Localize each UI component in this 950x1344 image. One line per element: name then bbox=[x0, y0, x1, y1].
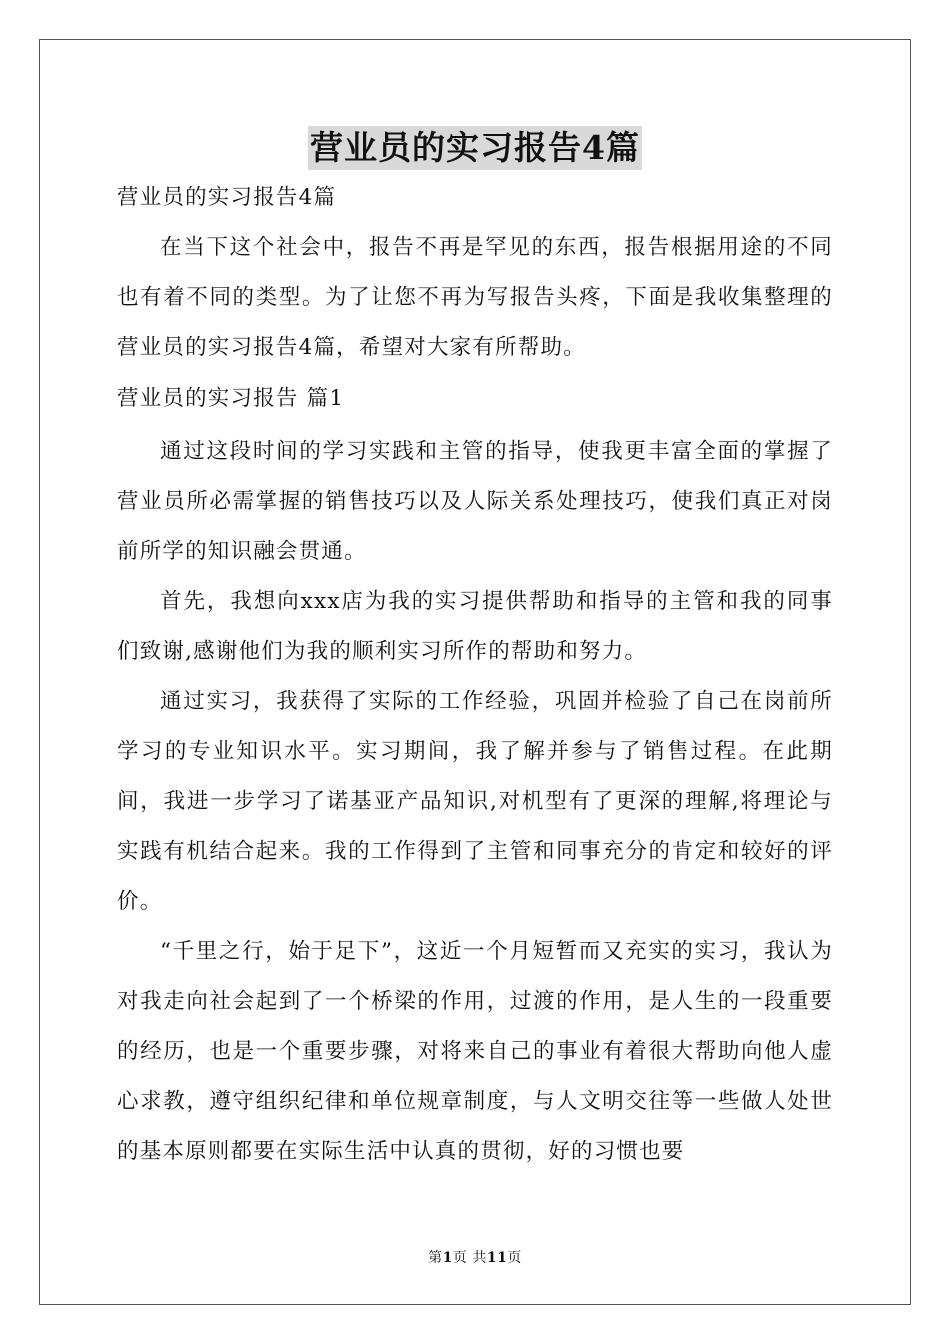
page-footer bbox=[0, 1247, 950, 1267]
body-paragraph-4: “千里之行，始于足下”，这近一个月短暂而又充实的实习，我认为对我走向社会起到了一个桥梁的作用，过渡的作用，是人生的一段重要的经历，也是一个重要步骤，对将来自己的事业有着很大帮助向他人虚心求教，遵守组织纪律和单位规章制度，与人文明交往等一些做人处世的基本原则都要在实际生活中认真的贯彻，好的习惯也要 bbox=[117, 939, 833, 1164]
footer-current-page: 1 bbox=[442, 1250, 453, 1266]
footer-suffix: 页 bbox=[507, 1250, 522, 1266]
footer-total-pages: 11 bbox=[486, 1250, 508, 1266]
document-subtitle: 营业员的实习报告4篇 bbox=[117, 185, 337, 210]
document-title: 营业员的实习报告4篇 bbox=[308, 126, 642, 170]
body-paragraph-3: 通过实习，我获得了实际的工作经验，巩固并检验了自己在岗前所学习的专业知识水平。实习期间，我了解并参与了销售过程。在此期间，我进一步学习了诺基亚产品知识,对机型有了更深的理解,将理论与实践有机结合起来。我的工作得到了主管和同事充分的肯定和较好的评价。 bbox=[117, 689, 833, 914]
footer-mid: 页 共 bbox=[452, 1250, 487, 1266]
body-paragraph-1: 通过这段时间的学习实践和主管的指导，使我更丰富全面的掌握了营业员所必需掌握的销售技巧以及人际关系处理技巧，使我们真正对岗前所学的知识融会贯通。 bbox=[117, 439, 833, 564]
body-paragraph-2: 首先，我想向xxx店为我的实习提供帮助和指导的主管和我的同事们致谢,感谢他们为我的顺利实习所作的帮助和努力。 bbox=[117, 589, 833, 664]
intro-paragraph: 在当下这个社会中，报告不再是罕见的东西，报告根据用途的不同也有着不同的类型。为了让您不再为写报告头疼，下面是我收集整理的营业员的实习报告4篇，希望对大家有所帮助。 bbox=[117, 235, 833, 360]
footer-prefix: 第 bbox=[428, 1250, 443, 1266]
section-heading: 营业员的实习报告 篇1 bbox=[117, 386, 345, 411]
document-body bbox=[117, 180, 833, 1177]
title-container bbox=[0, 126, 950, 170]
